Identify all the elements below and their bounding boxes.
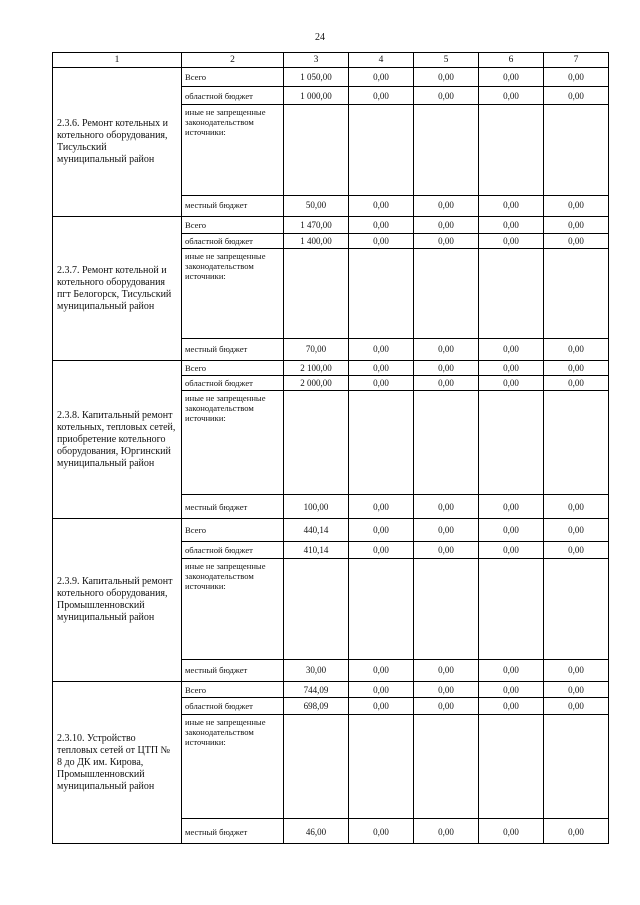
value-cell: 0,00 [544, 361, 609, 376]
value-cell: 0,00 [414, 819, 479, 844]
value-cell [544, 559, 609, 660]
value-cell [284, 559, 349, 660]
value-cell [284, 391, 349, 495]
value-cell [284, 249, 349, 339]
value-cell [414, 559, 479, 660]
value-cell: 0,00 [479, 698, 544, 715]
header-row [53, 53, 609, 68]
value-cell: 1 050,00 [284, 68, 349, 87]
value-cell: 0,00 [479, 542, 544, 559]
value-cell: 0,00 [414, 519, 479, 542]
value-cell: 0,00 [349, 660, 414, 682]
value-cell [349, 715, 414, 819]
page-number: 24 [315, 32, 325, 43]
value-cell [479, 105, 544, 196]
value-cell [544, 391, 609, 495]
value-cell: 1 470,00 [284, 217, 349, 234]
table-row [53, 361, 609, 376]
value-cell: 440,14 [284, 519, 349, 542]
item-name: 2.3.8. Капитальный ремонт котельных, тепловых сетей, приобретение котельного оборудования, Юргинский муниципальный район [53, 361, 182, 519]
funding-source: местный бюджет [182, 495, 284, 519]
funding-source: иные не запрещенные законодательством источники: [182, 391, 284, 495]
value-cell: 0,00 [414, 234, 479, 249]
value-cell [544, 105, 609, 196]
value-cell [414, 391, 479, 495]
funding-source: Всего [182, 361, 284, 376]
value-cell [479, 249, 544, 339]
funding-source: областной бюджет [182, 376, 284, 391]
value-cell: 0,00 [479, 819, 544, 844]
value-cell: 0,00 [479, 217, 544, 234]
value-cell: 0,00 [479, 68, 544, 87]
value-cell: 70,00 [284, 339, 349, 361]
value-cell: 0,00 [544, 542, 609, 559]
value-cell: 0,00 [544, 68, 609, 87]
value-cell [479, 391, 544, 495]
funding-source: областной бюджет [182, 698, 284, 715]
value-cell: 0,00 [349, 234, 414, 249]
value-cell [414, 249, 479, 339]
funding-source: Всего [182, 68, 284, 87]
value-cell: 0,00 [479, 87, 544, 105]
item-name: 2.3.9. Капитальный ремонт котельного оборудования, Промышленновский муниципальный район [53, 519, 182, 682]
item-name: 2.3.10. Устройство тепловых сетей от ЦТП № 8 до ДК им. Кирова, Промышленновский муниципальный район [53, 682, 182, 844]
column-header: 3 [284, 53, 349, 68]
value-cell: 0,00 [349, 682, 414, 698]
value-cell: 0,00 [479, 682, 544, 698]
value-cell: 744,09 [284, 682, 349, 698]
value-cell [414, 715, 479, 819]
value-cell [544, 715, 609, 819]
column-header: 7 [544, 53, 609, 68]
value-cell: 0,00 [414, 339, 479, 361]
funding-source: иные не запрещенные законодательством источники: [182, 105, 284, 196]
value-cell: 0,00 [349, 495, 414, 519]
budget-table [52, 52, 609, 844]
value-cell: 0,00 [414, 698, 479, 715]
value-cell: 0,00 [414, 217, 479, 234]
value-cell [284, 105, 349, 196]
value-cell: 0,00 [544, 819, 609, 844]
value-cell: 0,00 [414, 361, 479, 376]
table-row [53, 68, 609, 87]
funding-source: местный бюджет [182, 339, 284, 361]
value-cell [349, 391, 414, 495]
value-cell [479, 559, 544, 660]
value-cell: 0,00 [414, 87, 479, 105]
funding-source: иные не запрещенные законодательством источники: [182, 715, 284, 819]
value-cell: 0,00 [479, 339, 544, 361]
value-cell: 0,00 [544, 196, 609, 217]
funding-source: Всего [182, 217, 284, 234]
value-cell: 0,00 [544, 519, 609, 542]
table-row [53, 682, 609, 698]
value-cell: 2 000,00 [284, 376, 349, 391]
column-header: 5 [414, 53, 479, 68]
column-header: 6 [479, 53, 544, 68]
item-name: 2.3.7. Ремонт котельной и котельного оборудования пгт Белогорск, Тисульский муниципальный район [53, 217, 182, 361]
value-cell: 0,00 [414, 196, 479, 217]
value-cell: 1 400,00 [284, 234, 349, 249]
value-cell: 0,00 [544, 217, 609, 234]
value-cell: 0,00 [479, 376, 544, 391]
value-cell: 1 000,00 [284, 87, 349, 105]
value-cell: 0,00 [414, 495, 479, 519]
value-cell: 100,00 [284, 495, 349, 519]
value-cell: 0,00 [544, 87, 609, 105]
value-cell: 2 100,00 [284, 361, 349, 376]
value-cell: 0,00 [349, 217, 414, 234]
value-cell: 0,00 [349, 361, 414, 376]
value-cell: 0,00 [414, 682, 479, 698]
value-cell [284, 715, 349, 819]
value-cell: 0,00 [349, 698, 414, 715]
value-cell: 0,00 [479, 660, 544, 682]
value-cell: 0,00 [544, 339, 609, 361]
funding-source: иные не запрещенные законодательством источники: [182, 559, 284, 660]
value-cell: 0,00 [479, 234, 544, 249]
value-cell: 0,00 [349, 68, 414, 87]
value-cell: 0,00 [414, 376, 479, 391]
value-cell: 0,00 [349, 376, 414, 391]
table-row [53, 217, 609, 234]
value-cell: 0,00 [544, 495, 609, 519]
value-cell: 0,00 [544, 698, 609, 715]
value-cell: 698,09 [284, 698, 349, 715]
funding-source: Всего [182, 519, 284, 542]
funding-source: местный бюджет [182, 819, 284, 844]
value-cell [349, 105, 414, 196]
value-cell: 0,00 [414, 542, 479, 559]
value-cell [479, 715, 544, 819]
value-cell: 30,00 [284, 660, 349, 682]
value-cell: 0,00 [349, 339, 414, 361]
value-cell: 0,00 [414, 660, 479, 682]
value-cell [349, 249, 414, 339]
funding-source: местный бюджет [182, 660, 284, 682]
value-cell: 0,00 [349, 519, 414, 542]
value-cell: 0,00 [414, 68, 479, 87]
value-cell: 0,00 [349, 196, 414, 217]
funding-source: иные не запрещенные законодательством источники: [182, 249, 284, 339]
value-cell: 0,00 [479, 495, 544, 519]
value-cell: 0,00 [349, 542, 414, 559]
column-header: 4 [349, 53, 414, 68]
value-cell: 0,00 [544, 376, 609, 391]
item-name: 2.3.6. Ремонт котельных и котельного оборудования, Тисульский муниципальный район [53, 68, 182, 217]
funding-source: областной бюджет [182, 87, 284, 105]
funding-source: Всего [182, 682, 284, 698]
value-cell: 0,00 [479, 361, 544, 376]
value-cell: 0,00 [544, 682, 609, 698]
value-cell [349, 559, 414, 660]
funding-source: областной бюджет [182, 542, 284, 559]
value-cell: 410,14 [284, 542, 349, 559]
value-cell: 0,00 [544, 660, 609, 682]
value-cell: 0,00 [479, 196, 544, 217]
column-header: 1 [53, 53, 182, 68]
funding-source: областной бюджет [182, 234, 284, 249]
table-row [53, 519, 609, 542]
value-cell: 50,00 [284, 196, 349, 217]
value-cell: 0,00 [349, 819, 414, 844]
value-cell: 46,00 [284, 819, 349, 844]
value-cell: 0,00 [479, 519, 544, 542]
value-cell [414, 105, 479, 196]
value-cell: 0,00 [544, 234, 609, 249]
value-cell: 0,00 [349, 87, 414, 105]
funding-source: местный бюджет [182, 196, 284, 217]
value-cell [544, 249, 609, 339]
column-header: 2 [182, 53, 284, 68]
